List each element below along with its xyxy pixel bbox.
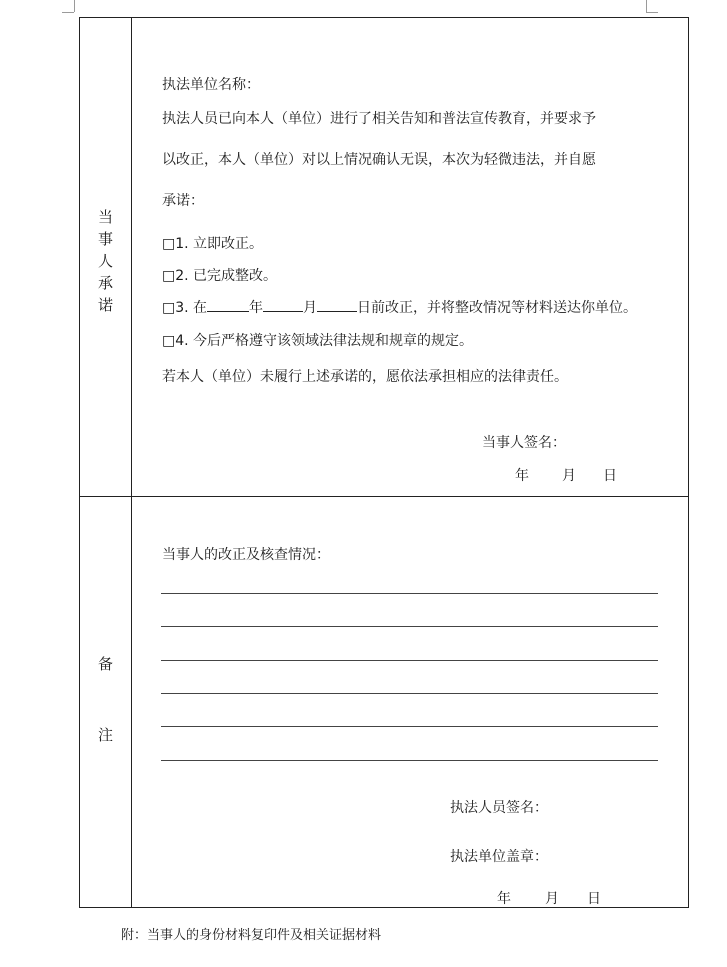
liability-statement: 若本人（单位）未履行上述承诺的，愿依法承担相应的法律责任。 [162,369,568,385]
correction-check-label: 当事人的改正及核查情况： [162,547,330,563]
label-char: 当 [97,208,113,226]
label-char: 承 [97,274,113,292]
promise-date-month: 月 [562,468,576,484]
month-blank[interactable] [263,297,303,312]
promise-date-day: 日 [603,468,617,484]
fill-line[interactable] [161,593,658,594]
officer-signature-label: 执法人员签名： [450,800,548,816]
label-char: 人 [97,252,113,270]
fill-line[interactable] [161,693,658,694]
option3-suffix: 日前改正，并将整改情况等材料送达你单位。 [357,300,638,316]
option3-month: 月 [303,300,318,316]
statement-line-1: 执法人员已向本人（单位）进行了相关告知和普法宣传教育，并要求予 [162,111,596,127]
option-comply-regulations: □4. 今后严格遵守该领域法律法规和规章的规定。 [162,333,474,349]
crop-mark-top-left-v [74,0,75,12]
row-divider [80,496,688,497]
option-correction-by-date [162,297,637,317]
remarks-label-char2: 注 [97,726,113,744]
year-blank[interactable] [207,297,249,312]
fill-line[interactable] [161,626,658,627]
fill-line[interactable] [161,760,658,761]
label-char: 事 [97,230,113,248]
remarks-date-day: 日 [587,891,601,907]
unit-name-label: 执法单位名称： [162,77,260,93]
unit-seal-label: 执法单位盖章： [450,849,548,865]
fill-line[interactable] [161,660,658,661]
promise-section-label [80,206,131,316]
remarks-label-char1: 备 [97,655,113,673]
promise-date-year: 年 [515,468,529,484]
label-char: 诺 [97,296,113,314]
crop-mark-top-right-v [646,0,647,12]
option-rectification-completed: □2. 已完成整改。 [162,268,278,284]
statement-line-2: 以改正，本人（单位）对以上情况确认无误，本次为轻微违法，并自愿 [162,152,596,168]
option-immediate-correction: □1. 立即改正。 [162,236,264,252]
remarks-date-month: 月 [545,891,559,907]
option3-year: 年 [249,300,264,316]
remarks-date-year: 年 [497,891,511,907]
column-divider [131,18,132,907]
crop-mark-top-right-h [646,12,658,13]
fill-line[interactable] [161,726,658,727]
party-signature-label: 当事人签名： [482,435,566,451]
day-blank[interactable] [317,297,357,312]
statement-line-3: 承诺： [162,193,204,209]
attachment-note: 附：当事人的身份材料复印件及相关证据材料 [121,928,382,943]
option3-prefix: □3. 在 [162,300,208,316]
crop-mark-top-left-h [62,12,74,13]
